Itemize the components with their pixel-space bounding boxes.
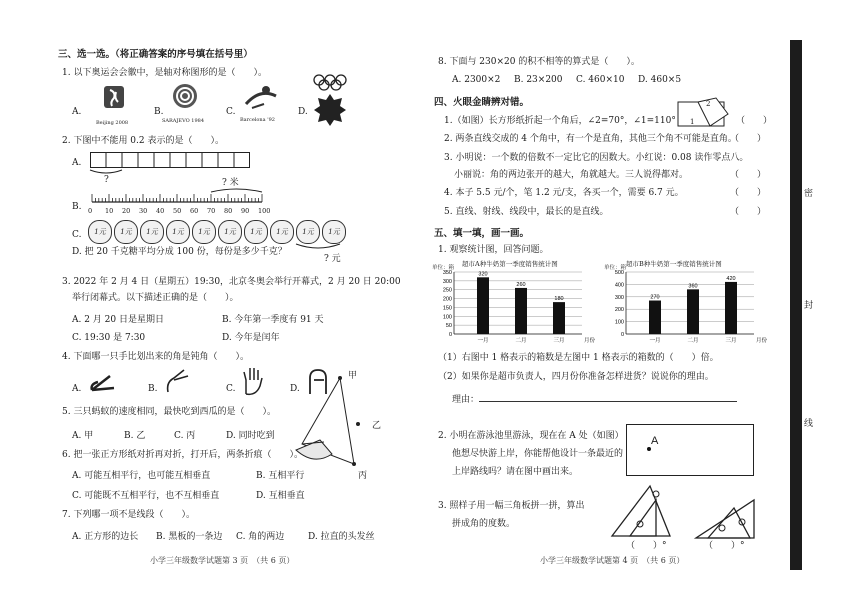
fill-1: （1）右图中 1 格表示的箱数是左图中 1 格表示的箱数的（ ）倍。 — [438, 353, 719, 363]
chart-a-bar — [553, 302, 565, 334]
chart-a-y-tick-label: 300 — [442, 278, 452, 285]
chart-a-y-tick-label: 250 — [442, 287, 452, 294]
coin-icon: 1元 — [218, 220, 242, 244]
q1-opt-d: D. — [298, 107, 308, 117]
ruler-tick-label: 20 — [122, 207, 131, 215]
ruler-tick-label: 0 — [88, 207, 93, 215]
q5-opt-b: B. 乙 — [124, 431, 146, 441]
q1-opt-a: A. — [72, 107, 82, 117]
q8-stem: 8. 下面与 230×20 的积不相等的算式是（ ）。 — [438, 57, 640, 67]
fold-label-2: 2 — [706, 100, 711, 108]
q2-question-mark-a: ? — [104, 175, 109, 185]
chart-b-y-tick-label: 0 — [620, 332, 624, 338]
coin-icon: 1元 — [166, 220, 190, 244]
sarajevo-snowflake-logo — [310, 72, 356, 128]
fill-2: （2）如果你是超市负责人，四月份你准备怎样进货？说说你的理由。 — [438, 372, 714, 382]
q3-line2: 举行闭幕式。以下描述正确的是（ ）。 — [72, 293, 239, 303]
chart-a-data-label: 320 — [478, 271, 488, 278]
deg-paren-1[interactable]: （ ）° — [626, 541, 667, 551]
judge-3-paren: （ ） — [730, 170, 767, 180]
ant-triangle-figure — [294, 364, 378, 484]
side-label-xian: 线 — [804, 419, 814, 429]
side-label-feng: 封 — [804, 301, 814, 311]
chart-a-y-tick-label: 100 — [442, 314, 452, 321]
q5-label-yi: 乙 — [372, 421, 382, 431]
coin-icon: 1元 — [88, 220, 112, 244]
coin-icon: 1元 — [140, 220, 164, 244]
q3-opt-c: C. 19:30 是 7:30 — [72, 333, 146, 343]
triangle-set-1 — [610, 484, 680, 540]
hand-c-icon — [240, 366, 266, 396]
q2-opt-c: C. — [72, 230, 82, 240]
q5-2-line1: 2. 小明在游泳池里游泳，现在在 A 处（如图） — [438, 431, 624, 441]
q2-opt-a: A. — [72, 158, 82, 168]
q6-opt-c: C. 可能既不互相平行，也不互相垂直 — [72, 491, 220, 501]
chart-b-y-tick-label: 400 — [614, 282, 624, 289]
q6-stem: 6. 把一张正方形纸对折再对折，打开后，两条折痕（ ）。 — [62, 450, 303, 460]
reason-answer-blank[interactable] — [479, 391, 737, 402]
fold-label-1: 1 — [690, 118, 695, 126]
grid-strip — [90, 152, 250, 168]
q4-opt-a: A. — [72, 384, 82, 394]
chart-b-x-axis-label: 月份 — [756, 338, 768, 344]
q3-opt-a: A. 2 月 20 日是星期日 — [72, 315, 164, 325]
chart-b-bar — [649, 301, 661, 334]
coin-icon: 1元 — [296, 220, 320, 244]
coin-brace-path — [296, 244, 340, 248]
chart-a-data-label: 180 — [554, 296, 564, 303]
chart-b-bar — [725, 282, 737, 334]
q3-opt-d: D. 今年是闰年 — [222, 333, 280, 343]
binding-strip — [790, 40, 802, 570]
q8-opt-b: B. 23×200 — [514, 75, 563, 85]
q7-opt-d: D. 拉直的头发丝 — [308, 532, 375, 542]
q5-label-jia: 甲 — [348, 371, 358, 381]
q2-stem: 2. 下图中不能用 0.2 表示的是（ ）。 — [62, 136, 224, 146]
q5-2-line2: 他想尽快游上岸，你能帮他设计一条最近的 — [452, 449, 624, 459]
left-column — [58, 44, 401, 564]
chart-b-data-label: 420 — [726, 275, 736, 282]
ruler-labels — [88, 205, 272, 215]
q2-opt-d: D. 把 20 千克糖平均分成 100 份，每份是多少千克？ — [72, 247, 287, 257]
q7-stem: 7. 下列哪一项不是线段（ ）。 — [62, 510, 195, 520]
barcelona-caption: Barcelona '92 — [240, 117, 275, 123]
chart-b-bar — [687, 289, 699, 334]
q7-opt-c: C. 角的两边 — [236, 532, 285, 542]
ruler-tick-label: 100 — [258, 207, 271, 215]
judge-3b: 小丽说：角的两边张开的越大，角就越大。三人说得都对。 — [454, 170, 689, 180]
chart-a-bar — [515, 288, 527, 334]
chart-a-unit: 单位：箱 — [432, 265, 455, 271]
q8-opt-d: D. 460×5 — [638, 75, 682, 85]
q5-opt-d: D. 同时吃到 — [226, 431, 275, 441]
judge-1: 1.（如图）长方形纸折起一个角后，∠2=70°，∠1=110° — [444, 116, 676, 126]
q3-opt-b: B. 今年第一季度有 91 天 — [222, 315, 324, 325]
q4-stem: 4. 下面哪一只手比划出来的角是钝角（ ）。 — [62, 352, 249, 362]
q6-opt-a: A. 可能互相平行，也可能互相垂直 — [72, 471, 211, 481]
judge-2-paren: （ ） — [730, 134, 767, 144]
chart-b-category-label: 一月 — [649, 338, 661, 344]
sarajevo-caption: SARAJEVO 1984 — [162, 118, 205, 124]
chart-a-category-label: 二月 — [515, 338, 527, 344]
q5-opt-a: A. 甲 — [72, 431, 94, 441]
q2-question-unit: ? 米 — [222, 178, 239, 188]
chart-b-data-label: 270 — [650, 294, 660, 301]
q4-opt-d: D. — [290, 384, 300, 394]
judge-2: 2. 两条直线交成的 4 个角中，有一个是直角，其他三个角不可能是直角。 — [444, 134, 737, 144]
chart-a-y-tick-label: 50 — [445, 323, 452, 330]
chart-b-y-tick-label: 500 — [614, 270, 624, 276]
section-5-title: 五、填一填，画一画。 — [434, 228, 530, 239]
right-column — [430, 44, 780, 564]
sarajevo-logo — [170, 82, 200, 116]
q5-1-stem: 1. 观察统计图，回答问题。 — [438, 245, 549, 255]
q5-stem: 5. 三只蚂蚁的速度相同，最快吃到西瓜的是（ ）。 — [62, 407, 276, 417]
ruler-brace — [211, 189, 262, 192]
ruler-tick-label: 90 — [241, 207, 250, 215]
triangle-set-2 — [694, 492, 758, 540]
q5-label-bing: 丙 — [358, 471, 368, 481]
section-4-title: 四、火眼金睛辨对错。 — [434, 97, 530, 108]
q8-opt-a: A. 2300×2 — [452, 75, 501, 85]
hand-a-icon — [88, 370, 118, 396]
coin-icon: 1元 — [270, 220, 294, 244]
chart-a-data-label: 260 — [516, 281, 526, 288]
judge-4-paren: （ ） — [730, 188, 767, 198]
q1-stem: 1. 以下奥运会会徽中，是轴对称图形的是（ ）。 — [62, 68, 267, 78]
judge-4: 4. 本子 5.5 元/个，笔 1.2 元/支，各买一个，需要 6.7 元。 — [444, 188, 684, 198]
chart-a-y-tick-label: 200 — [442, 296, 452, 303]
chart-a-category-label: 三月 — [553, 338, 565, 344]
point-a-label: A — [651, 435, 659, 447]
judge-1-paren: （ ） — [736, 116, 773, 126]
chart-a-bar — [477, 277, 489, 334]
q4-opt-b: B. — [148, 384, 158, 394]
chart-a-category-label: 一月 — [477, 338, 489, 344]
chart-b — [604, 258, 772, 346]
coin-icon: 1元 — [244, 220, 268, 244]
ruler-tick-label: 10 — [105, 207, 114, 215]
judge-5: 5. 直线、射线、线段中，最长的是直线。 — [444, 207, 609, 217]
chart-a — [432, 258, 600, 346]
chart-b-unit: 单位：箱 — [604, 265, 627, 271]
ruler-tick-label: 30 — [139, 207, 148, 215]
chart-b-y-tick-label: 300 — [614, 294, 624, 301]
q3-line1: 3. 2022 年 2 月 4 日（星期五）19:30，北京冬奥会举行开幕式，2 月 20 日 20:00 — [62, 277, 401, 287]
q5-3-line2: 拼成角的度数。 — [452, 519, 516, 529]
pool-drawing-area[interactable] — [626, 424, 754, 476]
reason-line — [452, 391, 737, 407]
barcelona-logo — [242, 82, 282, 112]
chart-a-svg — [432, 258, 600, 346]
chart-a-y-tick-label: 0 — [448, 332, 452, 338]
ruler-tick-label: 40 — [156, 207, 165, 215]
chart-b-category-label: 三月 — [725, 338, 737, 344]
q5-3-line1: 3. 照样子用一幅三角板拼一拼，算出 — [438, 501, 585, 511]
coin-icon: 1元 — [192, 220, 216, 244]
q6-opt-d: D. 互相垂直 — [256, 491, 305, 501]
q4-opt-c: C. — [226, 384, 236, 394]
q1-opt-b: B. — [154, 107, 164, 117]
ruler-tick-label: 80 — [224, 207, 233, 215]
chart-a-y-tick-label: 150 — [442, 305, 452, 312]
q2-opt-b: B. — [72, 202, 82, 212]
q6-opt-b: B. 互相平行 — [256, 471, 305, 481]
ruler-tick-label: 50 — [173, 207, 182, 215]
judge-3a: 3. 小明说：一个数的倍数不一定比它的因数大。小红说：0.08 读作零点八。 — [444, 153, 749, 163]
chart-a-x-axis-label: 月份 — [584, 338, 596, 344]
chart-a-y-tick-label: 350 — [442, 270, 452, 276]
q2-c-yuan: ? 元 — [324, 254, 341, 264]
chart-a-title: 超市A种牛奶第一季度销售统计图 — [462, 260, 558, 268]
beijing-caption: Beijing 2008 — [96, 120, 129, 126]
folded-rectangle-figure — [676, 96, 732, 130]
q5-opt-c: C. 丙 — [174, 431, 196, 441]
reason-label: 理由： — [452, 395, 480, 405]
right-footer: 小学三年级数学试题第 4 页 （共 6 页） — [540, 556, 685, 565]
hand-b-icon — [162, 368, 190, 396]
ruler-tick-label: 70 — [207, 207, 216, 215]
judge-5-paren: （ ） — [730, 207, 767, 217]
chart-b-y-tick-label: 200 — [614, 307, 624, 314]
chart-b-y-tick-label: 100 — [614, 319, 624, 326]
ruler-tick-label: 60 — [190, 207, 199, 215]
q1-opt-c: C. — [226, 107, 236, 117]
deg-paren-2[interactable]: （ ）° — [704, 541, 745, 551]
left-footer: 小学三年级数学试题第 3 页 （共 6 页） — [150, 556, 295, 565]
side-label-mi: 密 — [804, 189, 814, 199]
q7-opt-b: B. 黑板的一条边 — [156, 532, 223, 542]
q7-opt-a: A. 正方形的边长 — [72, 532, 139, 542]
chart-b-svg — [604, 258, 772, 346]
q5-2-line3: 上岸路线吗？请在图中画出来。 — [452, 467, 579, 477]
coin-icon: 1元 — [322, 220, 346, 244]
section-3-title: 三、选一选。（将正确答案的序号填在括号里） — [58, 49, 253, 60]
q8-opt-c: C. 460×10 — [576, 75, 625, 85]
chart-b-title: 超市B种牛奶第一季度销售统计图 — [626, 260, 722, 268]
chart-b-category-label: 二月 — [687, 338, 699, 344]
chart-b-data-label: 360 — [688, 283, 698, 290]
coin-row — [88, 220, 368, 246]
coin-icon: 1元 — [114, 220, 138, 244]
